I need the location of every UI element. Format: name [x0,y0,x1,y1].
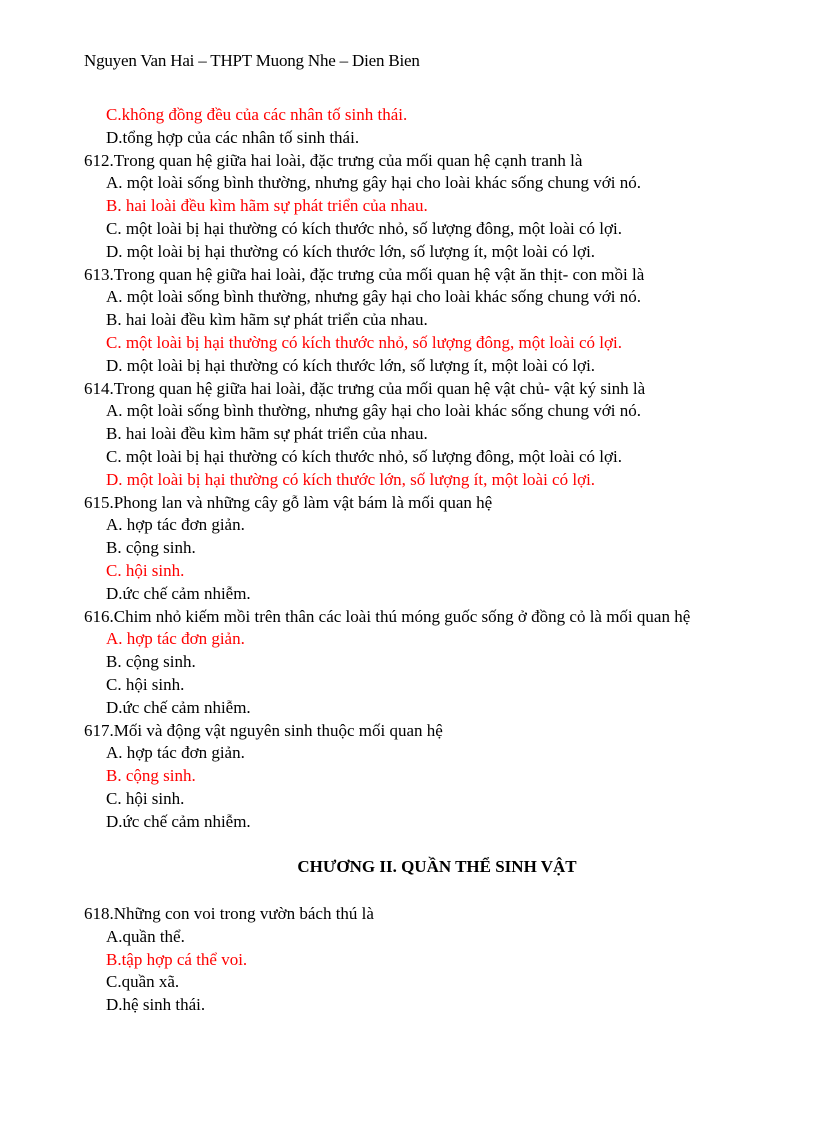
question-text: 613.Trong quan hệ giữa hai loài, đặc trưng của mối quan hệ vật ăn thịt- con mồi là [84,264,645,284]
answer-option: D.ức chế cảm nhiễm. [106,811,251,831]
answer-option-correct: C.không đồng đều của các nhân tố sinh thái. [106,105,408,124]
answer-option-correct: B. hai loài đều kìm hãm sự phát triển của nhau. [106,196,428,216]
answer-option: B. cộng sinh. [106,538,196,558]
answer-option: C. hội sinh. [106,788,185,808]
answer-option-correct: C. một loài bị hại thường có kích thước nhỏ, số lượng đông, một loài có lợi. [106,332,622,352]
answer-option-correct: C. hội sinh. [106,560,185,580]
answer-option: D.tổng hợp của các nhân tố sinh thái. [106,127,360,147]
chapter-heading: CHƯƠNG II. QUẦN THỂ SINH VẬT [297,857,577,876]
page-header: Nguyen Van Hai – THPT Muong Nhe – Dien Bien [84,51,420,70]
answer-option: D.ức chế cảm nhiễm. [106,697,251,717]
answer-option: B. cộng sinh. [106,652,196,672]
question-text: 617.Mối và động vật nguyên sinh thuộc mối quan hệ [84,720,443,740]
answer-option: A. một loài sống bình thường, nhưng gây hại cho loài khác sống chung với nó. [106,401,642,421]
question-text: 614.Trong quan hệ giữa hai loài, đặc trưng của mối quan hệ vật chủ- vật ký sinh là [84,378,646,398]
answer-option: A. hợp tác đơn giản. [106,515,245,535]
answer-option: A. hợp tác đơn giản. [106,743,245,763]
answer-option: D. một loài bị hại thường có kích thước lớn, số lượng ít, một loài có lợi. [106,355,596,375]
answer-option: C. hội sinh. [106,674,185,694]
answer-option: C. một loài bị hại thường có kích thước nhỏ, số lượng đông, một loài có lợi. [106,446,622,466]
answer-option: B. hai loài đều kìm hãm sự phát triển của nhau. [106,310,428,330]
answer-option: A. một loài sống bình thường, nhưng gây hại cho loài khác sống chung với nó. [106,287,642,307]
answer-option: C. một loài bị hại thường có kích thước nhỏ, số lượng đông, một loài có lợi. [106,218,622,238]
answer-option-correct: A. hợp tác đơn giản. [106,629,245,649]
answer-option-correct: D. một loài bị hại thường có kích thước lớn, số lượng ít, một loài có lợi. [106,469,596,489]
answer-option: D.ức chế cảm nhiễm. [106,583,251,603]
answer-option: A.quần thể. [106,926,185,946]
answer-option: D.hệ sinh thái. [106,995,206,1015]
question-list-2 [84,903,784,1017]
question-list [84,104,784,834]
answer-option: D. một loài bị hại thường có kích thước lớn, số lượng ít, một loài có lợi. [106,241,596,261]
answer-option-correct: B.tập hợp cá thể voi. [106,949,248,969]
question-text: 618.Những con voi trong vườn bách thú là [84,904,374,923]
answer-option: B. hai loài đều kìm hãm sự phát triển của nhau. [106,424,428,444]
question-text: 615.Phong lan và những cây gỗ làm vật bám là mối quan hệ [84,492,493,512]
question-text: 612.Trong quan hệ giữa hai loài, đặc trưng của mối quan hệ cạnh tranh là [84,150,583,170]
answer-option: C.quần xã. [106,972,180,992]
answer-option: A. một loài sống bình thường, nhưng gây hại cho loài khác sống chung với nó. [106,173,642,193]
answer-option-correct: B. cộng sinh. [106,766,196,786]
question-text: 616.Chim nhỏ kiếm mồi trên thân các loài thú móng guốc sống ở đồng cỏ là mối quan hệ [84,606,691,626]
